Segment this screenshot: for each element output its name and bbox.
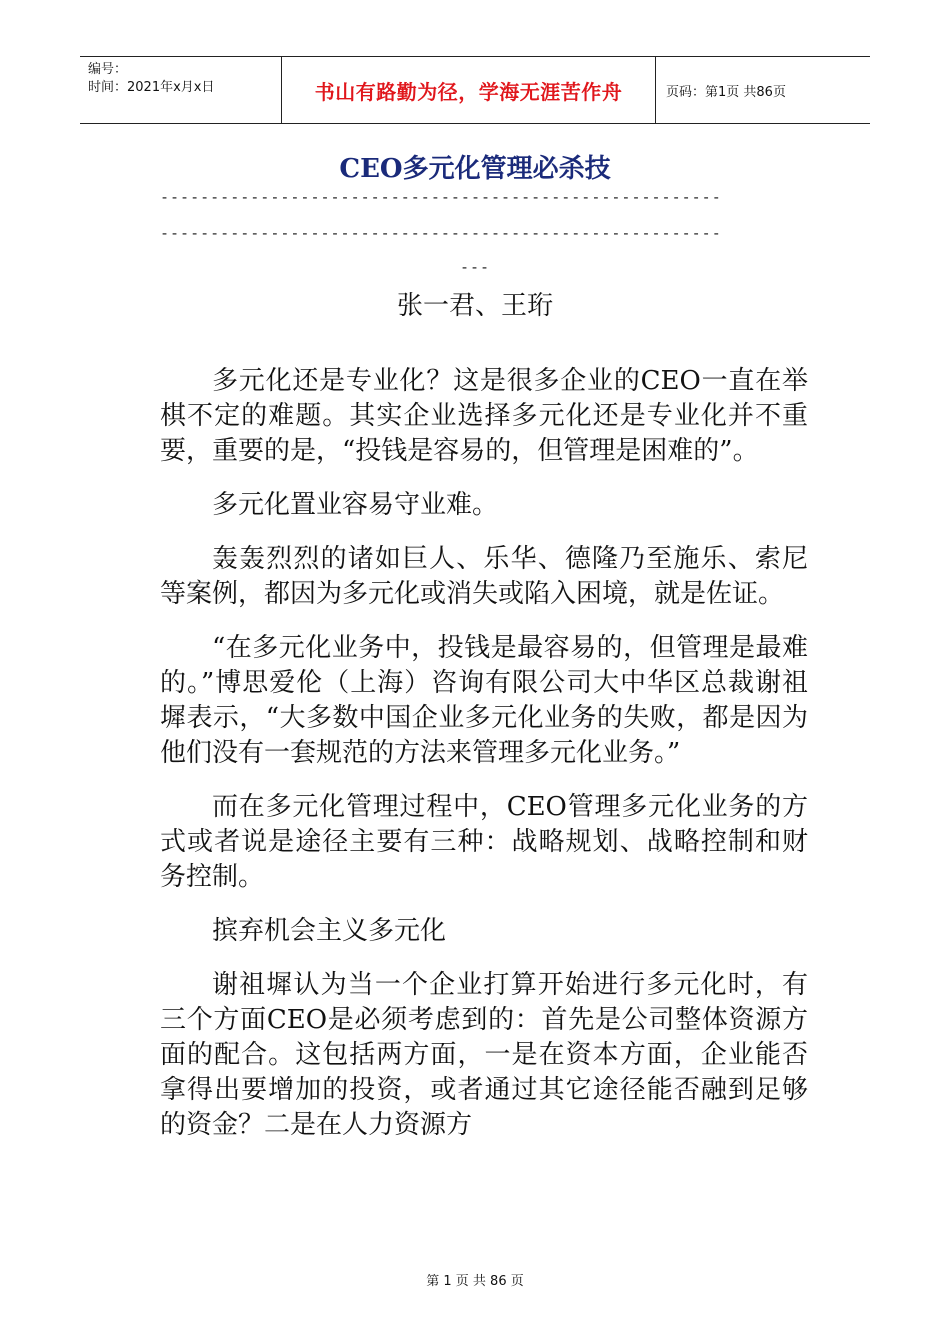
article-body: [160, 364, 808, 1162]
document-title: CEO多元化管理必杀技: [339, 154, 611, 184]
page-header: [80, 56, 870, 124]
time-label: 时间：2021年x月x日: [88, 80, 215, 95]
paragraph: 而在多元化管理过程中，CEO管理多元化业务的方式或者说是途径主要有三种：战略规划、战略控制和财务控制。: [160, 792, 808, 892]
dash-separator-2: --------------------------------------------------------: [160, 224, 722, 242]
dash-separator-3: ---: [459, 258, 491, 276]
paragraph: 多元化置业容易守业难。: [212, 490, 499, 520]
number-label: 编号：: [88, 62, 128, 77]
authors-line: 张一君、王珩: [396, 291, 553, 321]
header-meta-cell: [80, 57, 282, 123]
page-footer: 第 1 页 共 86 页: [426, 1274, 524, 1289]
section-heading: 摈弃机会主义多元化: [212, 916, 447, 946]
header-page-info: 页码：第1页 共86页: [666, 84, 786, 100]
header-motto: 书山有路勤为径，学海无涯苦作舟: [282, 57, 656, 123]
dash-separator-1: --------------------------------------------------------: [160, 188, 722, 206]
paragraph: 轰轰烈烈的诸如巨人、乐华、德隆乃至施乐、索尼等案例，都因为多元化或消失或陷入困境，就是佐证。: [160, 544, 808, 609]
paragraph: “在多元化业务中，投钱是最容易的，但管理是最难的。”博思爱伦（上海）咨询有限公司大中华区总裁谢祖墀表示，“大多数中国企业多元化业务的失败，都是因为他们没有一套规范的方法来管理多元化业务。”: [160, 633, 808, 768]
paragraph: 谢祖墀认为当一个企业打算开始进行多元化时，有三个方面CEO是必须考虑到的：首先是公司整体资源方面的配合。这包括两方面，一是在资本方面，企业能否拿得出要增加的投资，或者通过其它途径能否融到足够的资金？二是在人力资源方: [160, 970, 808, 1140]
paragraph: 多元化还是专业化？这是很多企业的CEO一直在举棋不定的难题。其实企业选择多元化还是专业化并不重要，重要的是，“投钱是容易的，但管理是困难的”。: [160, 366, 808, 466]
